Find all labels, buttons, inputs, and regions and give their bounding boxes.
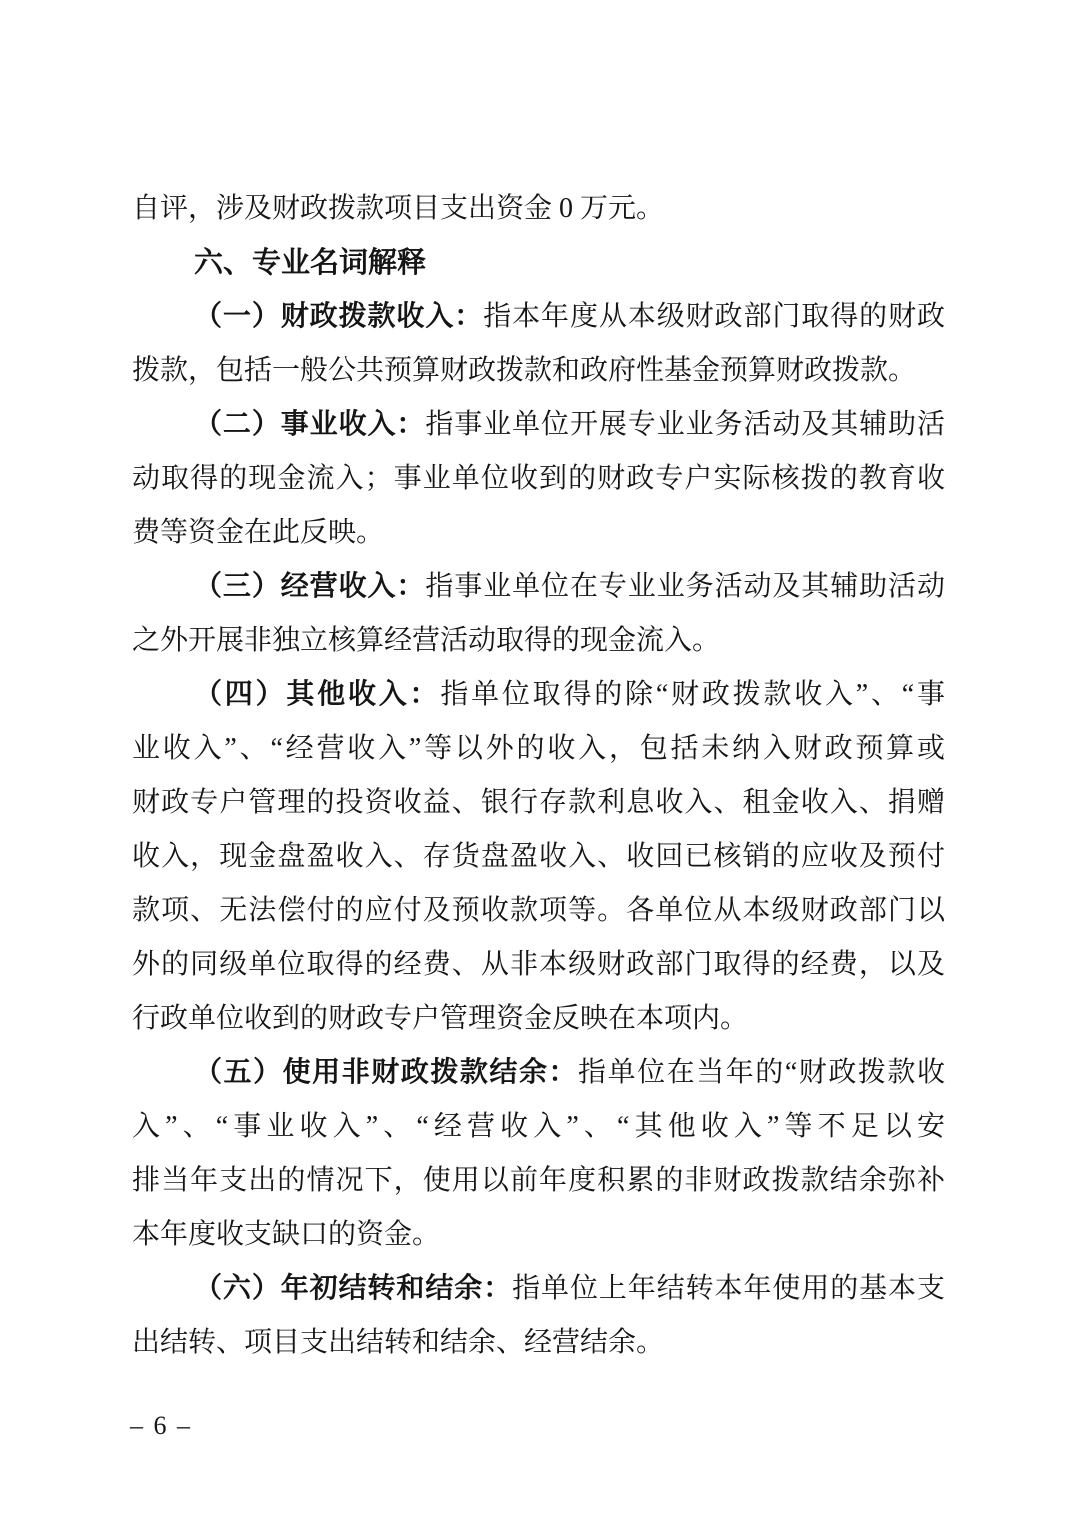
text-line [132,452,945,506]
line-text: 款项、无法偿付的应付及预收款项等。各单位从本级财政部门以 [132,895,945,926]
text-line [132,1100,945,1154]
text-line [132,992,945,1046]
term-label: （二）事业收入： [194,409,426,440]
line-text: 排当年支出的情况下，使用以前年度积累的非财政拨款结余弥补 [132,1165,945,1196]
text-line [132,398,945,452]
line-text: 指单位取得的除“财政拨款收入”、“事 [440,679,945,710]
term-label: （四）其他收入： [194,679,441,710]
text-line [132,290,945,344]
text-line [132,1046,945,1100]
text-line [132,938,945,992]
text-line [132,1316,945,1370]
line-text: 拨款，包括一般公共预算财政拨款和政府性基金预算财政拨款。 [132,355,917,386]
text-line [132,884,945,938]
line-text: 指单位在当年的“财政拨款收 [578,1057,945,1088]
line-text: 本年度收支缺口的资金。 [132,1219,441,1250]
line-text: 入”、“事业收入”、“经营收入”、“其他收入”等不足以安 [132,1111,945,1142]
line-text: 自评，涉及财政拨款项目支出资金 0 万元。 [132,193,665,224]
text-line [132,1208,945,1262]
term-label: （三）经营收入： [194,571,426,602]
text-line [132,830,945,884]
text-line [132,668,945,722]
text-line [132,614,945,668]
text-line [132,1262,945,1316]
line-text: 财政专户管理的投资收益、银行存款利息收入、租金收入、捐赠 [132,787,945,818]
line-text: 指本年度从本级财政部门取得的财政 [483,301,945,332]
line-text: 指事业单位在专业业务活动及其辅助活动 [425,571,945,602]
line-text: 行政单位收到的财政专户管理资金反映在本项内。 [132,1003,749,1034]
term-label: （五）使用非财政拨款结余： [194,1057,579,1088]
text-line [132,182,945,236]
line-text: 业收入”、“经营收入”等以外的收入，包括未纳入财政预算或 [132,733,945,764]
document-body [132,182,945,1370]
line-text: 收入，现金盘盈收入、存货盘盈收入、收回已核销的应收及预付 [132,841,945,872]
term-label: （六）年初结转和结余： [194,1273,513,1304]
text-line [132,776,945,830]
line-text: 动取得的现金流入；事业单位收到的财政专户实际核拨的教育收 [132,463,945,494]
line-text: 外的同级单位取得的经费、从非本级财政部门取得的经费，以及 [132,949,945,980]
text-line [132,722,945,776]
page-number: – 6 – [130,1411,192,1440]
line-text: 指单位上年结转本年使用的基本支 [512,1273,945,1304]
text-line [132,344,945,398]
text-line [132,1154,945,1208]
text-line [132,506,945,560]
line-text: 指事业单位开展专业业务活动及其辅助活 [425,409,945,440]
line-text: 费等资金在此反映。 [132,517,385,548]
term-label: 六、专业名词解释 [194,247,427,279]
text-line [132,236,945,290]
text-line [132,560,945,614]
line-text: 之外开展非独立核算经营活动取得的现金流入。 [132,625,721,656]
line-text: 出结转、项目支出结转和结余、经营结余。 [132,1327,665,1358]
term-label: （一）财政拨款收入： [194,301,484,332]
